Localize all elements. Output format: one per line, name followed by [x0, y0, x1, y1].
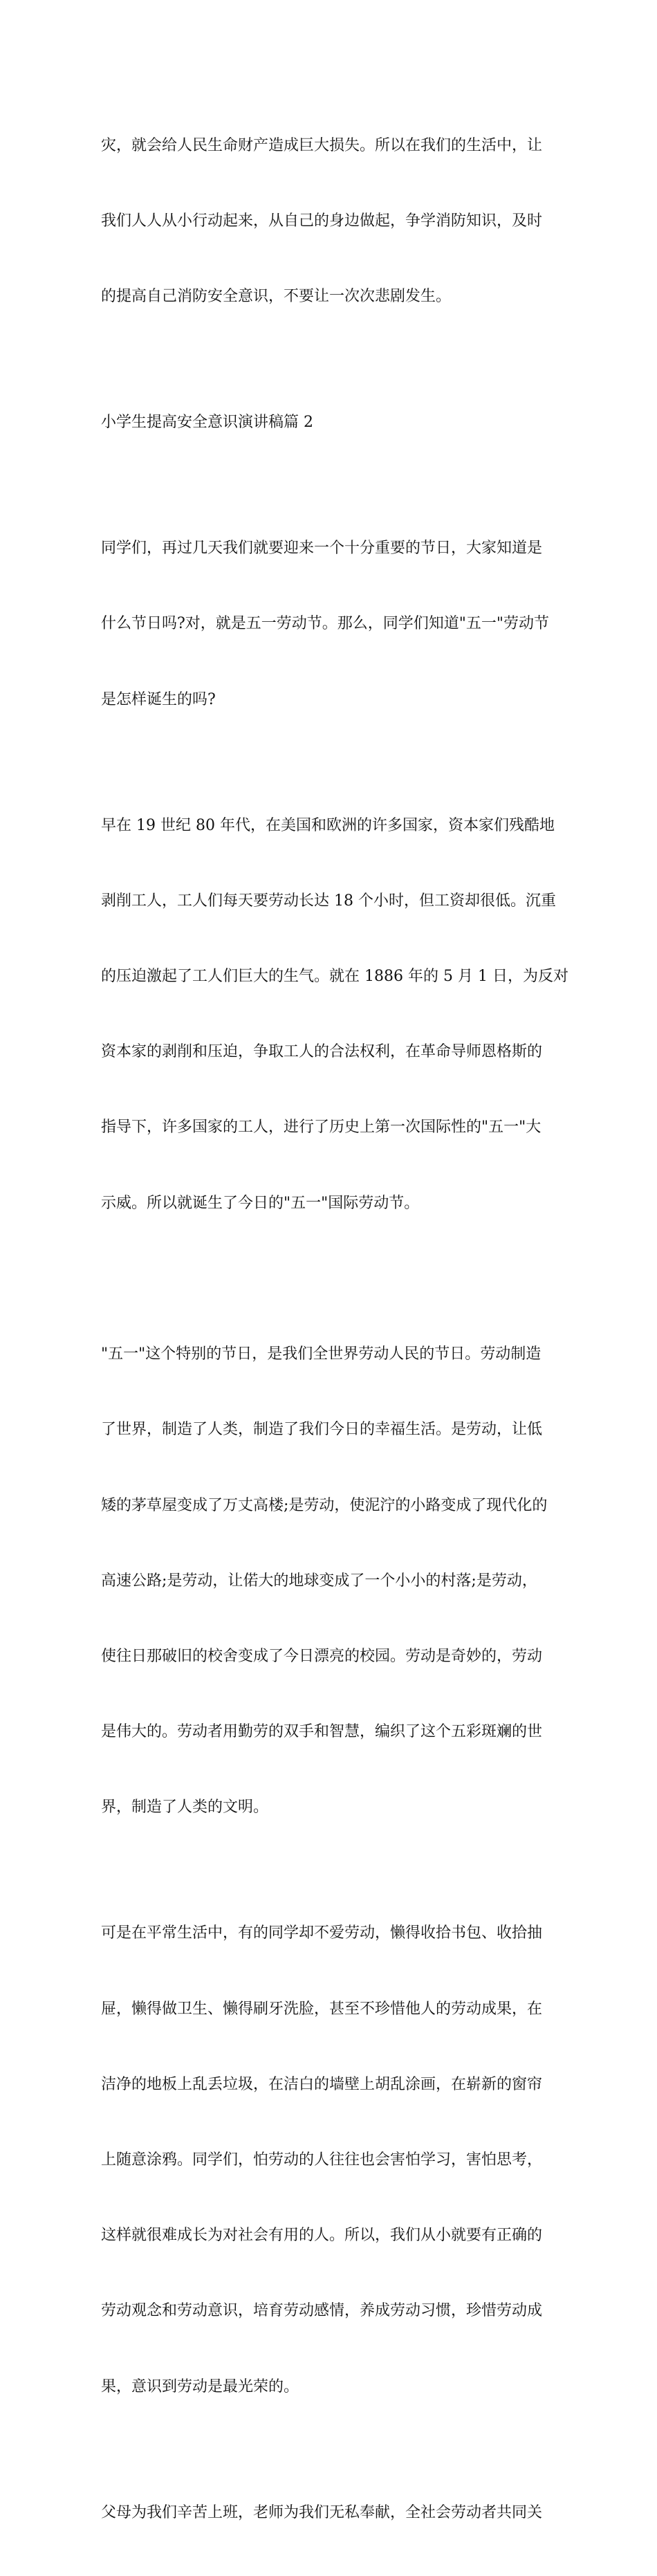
text-line: 什么节日吗?对，就是五一劳动节。那么，同学们知道"五一"劳动节: [101, 615, 550, 633]
text-line: 果，意识到劳动是最光荣的。: [101, 2377, 299, 2395]
text-line: 使往日那破旧的校舍变成了今日漂亮的校园。劳动是奇妙的，劳动: [101, 1647, 543, 1665]
paragraph-intro-labor-day: [101, 486, 560, 762]
text-line: 矮的茅草屋变成了万丈高楼;是劳动，使泥泞的小路变成了现代化的: [101, 1496, 548, 1514]
text-line: 洁净的地板上乱丢垃圾，在洁白的墙壁上胡乱涂画，在崭新的窗帘: [101, 2075, 543, 2093]
text-line: 这样就很难成长为对社会有用的人。所以，我们从小就要有正确的: [101, 2227, 543, 2245]
text-line: 剥削工人，工人们每天要劳动长达 18 个小时，但工资却很低。沉重: [101, 892, 556, 910]
text-line: 界，制造了人类的文明。: [101, 1798, 269, 1816]
text-line: 早在 19 世纪 80 年代，在美国和欧洲的许多国家，资本家们残酷地: [101, 816, 555, 834]
text-line: 劳动观念和劳动意识，培育劳动感情，养成劳动习惯，珍惜劳动成: [101, 2302, 543, 2320]
paragraph-labor-day-history: [101, 763, 568, 1267]
text-line: 指导下，许多国家的工人，进行了历史上第一次国际性的"五一"大: [101, 1119, 542, 1137]
text-line: 同学们，再过几天我们就要迎来一个十分重要的节日，大家知道是: [101, 540, 543, 558]
text-line: 父母为我们辛苦上班，老师为我们无私奉献，全社会劳动者共同关: [101, 2503, 543, 2521]
document-body: [101, 83, 568, 2576]
text-line: 上随意涂鸦。同学们，怕劳动的人往往也会害怕学习，害怕思考，: [101, 2151, 543, 2169]
paragraph-parents-teachers: [101, 2450, 560, 2576]
text-line: 资本家的剥削和压迫，争取工人的合法权利，在革命导师恩格斯的: [101, 1043, 543, 1061]
text-line: "五一"这个特别的节日，是我们全世界劳动人民的节日。劳动制造: [101, 1345, 542, 1363]
heading-line: 小学生提高安全意识演讲稿篇 2: [101, 414, 313, 432]
text-line: 的提高自己消防安全意识，不要让一次次悲剧发生。: [101, 288, 452, 306]
text-line: 是怎样诞生的吗?: [101, 690, 216, 708]
text-line: 灾，就会给人民生命财产造成巨大损失。所以在我们的生活中，让: [101, 136, 543, 154]
text-line: 了世界，制造了人类，制造了我们今日的幸福生活。是劳动，让低: [101, 1421, 543, 1439]
paragraph-students-not-loving-labor: [101, 1871, 560, 2450]
text-line: 是伟大的。劳动者用勤劳的双手和智慧，编织了这个五彩斑斓的世: [101, 1723, 543, 1741]
text-line: 的压迫激起了工人们巨大的生气。就在 1886 年的 5 月 1 日，为反对: [101, 968, 568, 986]
text-line: 示威。所以就诞生了今日的"五一"国际劳动节。: [101, 1194, 420, 1212]
paragraph-fire-safety-ending: [101, 83, 560, 360]
text-line: 我们人人从小行动起来，从自己的身边做起，争学消防知识，及时: [101, 212, 543, 230]
blank-line: [101, 1267, 560, 1291]
text-line: 屉，懒得做卫生、懒得刷牙洗脸，甚至不珍惜他人的劳动成果，在: [101, 2000, 543, 2018]
paragraph-labor-creates-world: [101, 1291, 560, 1870]
text-line: 可是在平常生活中，有的同学却不爱劳动，懒得收拾书包、收拾抽: [101, 1924, 543, 1942]
text-line: 高速公路;是劳动，让偌大的地球变成了一个小小的村落;是劳动，: [101, 1572, 537, 1590]
section-heading: [101, 360, 560, 486]
